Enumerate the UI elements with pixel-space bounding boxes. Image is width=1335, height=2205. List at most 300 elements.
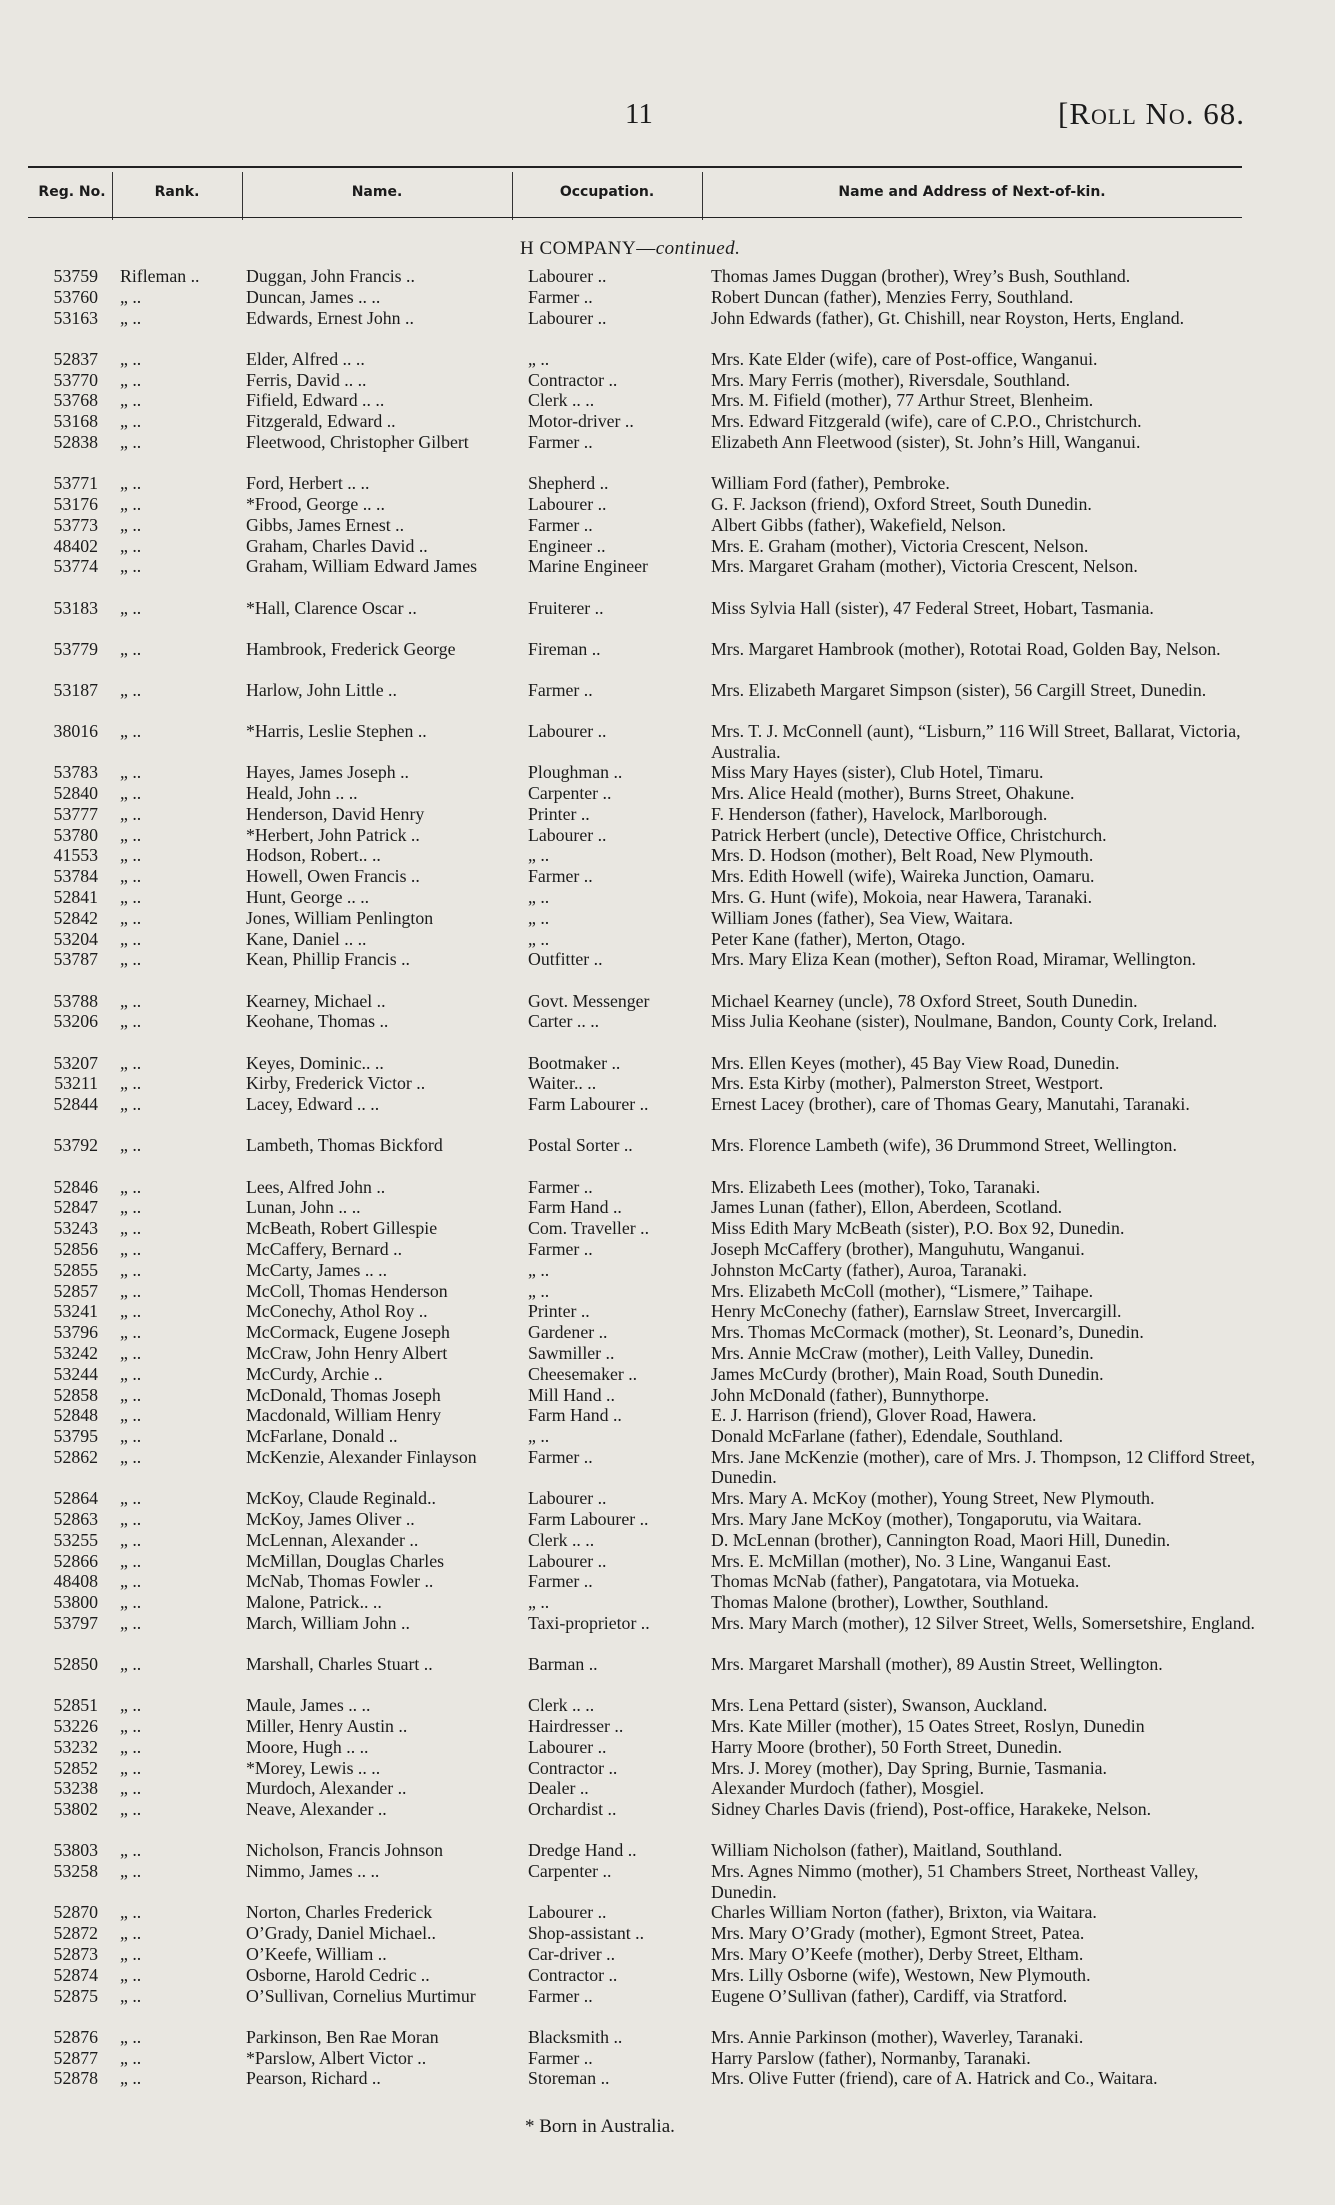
next-of-kin: William Ford (father), Pembroke. (711, 473, 950, 494)
next-of-kin: Mrs. Mary O’Grady (mother), Egmont Street, Patea. (711, 1923, 1085, 1944)
roll-entry-row (0, 1509, 1335, 1530)
reg-no: 53204 (53, 928, 98, 949)
occupation: Printer .. (528, 803, 590, 824)
occupation: Farmer .. (528, 1571, 593, 1592)
next-of-kin: Joseph McCaffery (brother), Manguhutu, Wanganui. (711, 1238, 1085, 1259)
rank: „ .. (120, 679, 142, 700)
soldier-name: Duggan, John Francis .. (246, 266, 415, 286)
reg-no: 53232 (53, 1736, 98, 1757)
next-of-kin: Thomas McNab (father), Pangatotara, via Motueka. (711, 1571, 1080, 1592)
occupation: Mill Hand .. (528, 1384, 615, 1405)
rank: „ .. (120, 1592, 142, 1613)
soldier-name: Gibbs, James Ernest .. (246, 514, 405, 535)
rank: „ .. (120, 1571, 142, 1592)
roll-entry-row (0, 783, 1335, 804)
rank: „ .. (120, 783, 142, 804)
rank: „ .. (120, 1508, 142, 1529)
occupation: Farmer .. (528, 866, 593, 887)
reg-no: 53796 (53, 1322, 98, 1343)
roll-entry-row (0, 1902, 1335, 1923)
reg-no: 53779 (53, 638, 98, 659)
rank: „ .. (120, 535, 142, 556)
reg-no: 53771 (53, 473, 98, 494)
soldier-name: McKoy, James Oliver .. (246, 1508, 415, 1529)
reg-no: 53803 (53, 1840, 98, 1861)
col-header-occupation: Occupation. (559, 184, 655, 200)
next-of-kin: Elizabeth Ann Fleetwood (sister), St. John’s Hill, Wanganui. (711, 431, 1141, 452)
rank: „ .. (120, 1488, 142, 1509)
occupation: Farmer .. (528, 286, 593, 307)
soldier-name: Ferris, David .. .. (246, 369, 367, 390)
next-of-kin: Mrs. Mary O’Keefe (mother), Derby Street, Eltham. (711, 1944, 1084, 1965)
roll-entry-row (0, 308, 1335, 349)
reg-no: 52848 (53, 1405, 98, 1426)
next-of-kin: Johnston McCarty (father), Auroa, Taranaki. (711, 1259, 1027, 1280)
soldier-name: McCarty, James .. .. (246, 1259, 388, 1280)
next-of-kin: Mrs. M. Fifield (mother), 77 Arthur Street, Blenheim. (711, 390, 1094, 411)
roll-entry-row (0, 762, 1335, 783)
occupation: Motor-driver .. (528, 411, 634, 432)
rank: „ .. (120, 493, 142, 514)
occupation: Carpenter .. (528, 1861, 612, 1882)
next-of-kin: Robert Duncan (father), Menzies Ferry, Southland. (711, 286, 1074, 307)
occupation: Labourer .. (528, 1736, 607, 1757)
roll-entry-row (0, 1592, 1335, 1613)
occupation: Labourer .. (528, 721, 607, 742)
rank: „ .. (120, 1426, 142, 1447)
roll-entry-row (0, 1322, 1335, 1343)
next-of-kin: Mrs. Annie Parkinson (mother), Waverley, Taranaki. (711, 2026, 1084, 2047)
occupation: Contractor .. (528, 1757, 618, 1778)
soldier-name: McCraw, John Henry Albert (246, 1342, 448, 1363)
soldier-name: Hodson, Robert.. .. (246, 845, 381, 866)
soldier-name: Hambrook, Frederick George (246, 638, 456, 659)
roll-title (1058, 96, 1245, 132)
soldier-name: Lunan, John .. .. (246, 1197, 361, 1218)
rank: „ .. (120, 887, 142, 908)
soldier-name: Edwards, Ernest John .. (246, 307, 414, 328)
reg-no: 52864 (53, 1488, 98, 1509)
next-of-kin: Harry Moore (brother), 50 Forth Street, Dunedin. (711, 1736, 1063, 1757)
roll-entry-row (0, 1385, 1335, 1406)
reg-no: 52837 (53, 348, 98, 369)
next-of-kin: Mrs. Elizabeth Margaret Simpson (sister), 56 Cargill Street, Dunedin. (711, 679, 1207, 700)
reg-no: 53163 (53, 307, 98, 328)
roll-entry-row (0, 887, 1335, 908)
next-of-kin: Patrick Herbert (uncle), Detective Office, Christchurch. (711, 824, 1107, 845)
roll-entry-row (0, 1861, 1335, 1902)
next-of-kin: William Jones (father), Sea View, Waitara. (711, 907, 1014, 928)
occupation: Labourer .. (528, 493, 607, 514)
soldier-name: McFarlane, Donald .. (246, 1426, 398, 1447)
soldier-name: McNab, Thomas Fowler .. (246, 1571, 434, 1592)
next-of-kin: Thomas Malone (brother), Lowther, Southland. (711, 1592, 1049, 1613)
rank: „ .. (120, 1840, 142, 1861)
rank: „ .. (120, 556, 142, 577)
soldier-name: O’Grady, Daniel Michael.. (246, 1923, 436, 1944)
soldier-name: Osborne, Harold Cedric .. (246, 1964, 430, 1985)
roll-entry-row (0, 929, 1335, 950)
occupation: Car-driver .. (528, 1944, 616, 1965)
reg-no: 53768 (53, 390, 98, 411)
soldier-name: Lees, Alfred John .. (246, 1176, 386, 1197)
roll-entry-row (0, 1613, 1335, 1654)
next-of-kin: Mrs. Mary Jane McKoy (mother), Tongaporutu, via Waitara. (711, 1508, 1142, 1529)
soldier-name: McCurdy, Archie .. (246, 1363, 383, 1384)
rank: „ .. (120, 1923, 142, 1944)
next-of-kin: James Lunan (father), Ellon, Aberdeen, Scotland. (711, 1197, 1063, 1218)
rank: „ .. (120, 1529, 142, 1550)
roll-entry-row (0, 1094, 1335, 1135)
rank: „ .. (120, 907, 142, 928)
occupation: Waiter.. .. (528, 1073, 597, 1094)
rank: „ .. (120, 2026, 142, 2047)
soldier-name: McCaffery, Bernard .. (246, 1238, 403, 1259)
rank: „ .. (120, 1964, 142, 1985)
next-of-kin: Charles William Norton (father), Brixton, via Waitara. (711, 1902, 1097, 1923)
reg-no: 52852 (53, 1757, 98, 1778)
next-of-kin: Mrs. Mary Eliza Kean (mother), Sefton Road, Miramar, Wellington. (711, 949, 1196, 970)
reg-no: 53241 (53, 1301, 98, 1322)
roll-entry-row (0, 1695, 1335, 1716)
reg-no: 53773 (53, 514, 98, 535)
soldier-name: Miller, Henry Austin .. (246, 1716, 408, 1737)
next-of-kin: William Nicholson (father), Maitland, Southland. (711, 1840, 1063, 1861)
roll-entry-row (0, 556, 1335, 597)
reg-no: 52875 (53, 1985, 98, 2006)
occupation: „ .. (528, 887, 550, 908)
soldier-name: Marshall, Charles Stuart .. (246, 1654, 433, 1675)
soldier-name: McLennan, Alexander .. (246, 1529, 419, 1550)
reg-no: 53759 (53, 266, 98, 286)
occupation: „ .. (528, 845, 550, 866)
soldier-name: Elder, Alfred .. .. (246, 348, 365, 369)
next-of-kin: F. Henderson (father), Havelock, Marlborough. (711, 803, 1048, 824)
roll-entry-row (0, 598, 1335, 639)
soldier-name: Norton, Charles Frederick (246, 1902, 433, 1923)
soldier-name: Nicholson, Francis Johnson (246, 1840, 444, 1861)
occupation: Labourer .. (528, 1550, 607, 1571)
reg-no: 52841 (53, 887, 98, 908)
soldier-name: *Harris, Leslie Stephen .. (246, 721, 427, 742)
next-of-kin: Mrs. D. Hodson (mother), Belt Road, New Plymouth. (711, 845, 1094, 866)
roll-entry-row (0, 1737, 1335, 1758)
roll-entry-row (0, 1530, 1335, 1551)
rank: „ .. (120, 949, 142, 970)
soldier-name: *Herbert, John Patrick .. (246, 824, 420, 845)
rank: „ .. (120, 845, 142, 866)
reg-no: 41553 (53, 845, 98, 866)
occupation: Barman .. (528, 1654, 598, 1675)
roll-entry-row (0, 266, 1335, 287)
occupation: Taxi-proprietor .. (528, 1612, 650, 1633)
rank: „ .. (120, 390, 142, 411)
soldier-name: Lambeth, Thomas Bickford (246, 1135, 443, 1156)
reg-no: 53243 (53, 1218, 98, 1239)
soldier-name: *Hall, Clarence Oscar .. (246, 597, 417, 618)
rank: „ .. (120, 1778, 142, 1799)
next-of-kin: Albert Gibbs (father), Wakefield, Nelson. (711, 514, 1006, 535)
soldier-name: McMillan, Douglas Charles (246, 1550, 445, 1571)
occupation: „ .. (528, 348, 550, 369)
occupation: Farmer .. (528, 514, 593, 535)
soldier-name: Pearson, Richard .. (246, 2068, 381, 2089)
roll-entry-row (0, 287, 1335, 308)
occupation: Labourer .. (528, 1488, 607, 1509)
soldier-name: O’Sullivan, Cornelius Murtimur (246, 1985, 476, 2006)
next-of-kin: Eugene O’Sullivan (father), Cardiff, via Stratford. (711, 1985, 1068, 2006)
roll-entry-row (0, 845, 1335, 866)
reg-no: 53187 (53, 679, 98, 700)
next-of-kin: Mrs. Florence Lambeth (wife), 36 Drummond Street, Wellington. (711, 1135, 1177, 1156)
next-of-kin: Mrs. T. J. McConnell (aunt), “Lisburn,” 116 Will Street, Ballarat, Victoria, Australia. (711, 721, 1241, 762)
reg-no: 52878 (53, 2068, 98, 2089)
occupation: Gardener .. (528, 1322, 608, 1343)
occupation: Farmer .. (528, 431, 593, 452)
header-rule-bottom (28, 217, 1242, 218)
reg-no: 52874 (53, 1964, 98, 1985)
rank: „ .. (120, 597, 142, 618)
roll-entry-row (0, 1944, 1335, 1965)
roll-entry-row (0, 949, 1335, 990)
roll-entry-row (0, 1177, 1335, 1198)
next-of-kin: G. F. Jackson (friend), Oxford Street, South Dunedin. (711, 493, 1092, 514)
reg-no: 52838 (53, 431, 98, 452)
soldier-name: McCormack, Eugene Joseph (246, 1322, 450, 1343)
next-of-kin: Mrs. Annie McCraw (mother), Leith Valley, Dunedin. (711, 1342, 1094, 1363)
roll-entry-row (0, 1281, 1335, 1302)
soldier-name: Lacey, Edward .. .. (246, 1094, 380, 1115)
reg-no: 53800 (53, 1592, 98, 1613)
next-of-kin: Mrs. Agnes Nimmo (mother), 51 Chambers Street, Northeast Valley, Dunedin. (711, 1861, 1199, 1902)
occupation: „ .. (528, 928, 550, 949)
rank: „ .. (120, 1405, 142, 1426)
roll-entry-row (0, 1260, 1335, 1281)
roll-entry-row (0, 1799, 1335, 1840)
rank: „ .. (120, 1322, 142, 1343)
next-of-kin: Sidney Charles Davis (friend), Post-office, Harakeke, Nelson. (711, 1799, 1152, 1820)
reg-no: 53788 (53, 990, 98, 1011)
col-header-next-of-kin: Name and Address of Next-of-kin. (838, 184, 1106, 200)
next-of-kin: Ernest Lacey (brother), care of Thomas Geary, Manutahi, Taranaki. (711, 1094, 1190, 1115)
rank: „ .. (120, 473, 142, 494)
next-of-kin: Mrs. Margaret Hambrook (mother), Rototai Road, Golden Bay, Nelson. (711, 638, 1221, 659)
rank: „ .. (120, 1238, 142, 1259)
roll-entry-row (0, 515, 1335, 536)
col-header-reg-no: Reg. No. (38, 184, 106, 200)
next-of-kin: Mrs. Edith Howell (wife), Waireka Junction, Oamaru. (711, 866, 1095, 887)
next-of-kin: Donald McFarlane (father), Edendale, Southland. (711, 1426, 1064, 1447)
reg-no: 52847 (53, 1197, 98, 1218)
next-of-kin: Henry McConechy (father), Earnslaw Street, Invercargill. (711, 1301, 1122, 1322)
soldier-name: McColl, Thomas Henderson (246, 1280, 448, 1301)
occupation: Outfitter .. (528, 949, 603, 970)
rank: „ .. (120, 1654, 142, 1675)
next-of-kin: Mrs. Olive Futter (friend), care of A. Hatrick and Co., Waitara. (711, 2068, 1158, 2089)
next-of-kin: Mrs. Ellen Keyes (mother), 45 Bay View Road, Dunedin. (711, 1052, 1120, 1073)
occupation: Clerk .. .. (528, 390, 595, 411)
reg-no: 52851 (53, 1695, 98, 1716)
roll-entry-row (0, 1053, 1335, 1074)
roll-entry-row (0, 370, 1335, 391)
rank: „ .. (120, 1363, 142, 1384)
roll-entry-row (0, 639, 1335, 680)
roll-entry-row (0, 2027, 1335, 2048)
next-of-kin: Mrs. E. Graham (mother), Victoria Crescent, Nelson. (711, 535, 1089, 556)
reg-no: 52863 (53, 1508, 98, 1529)
soldier-name: Macdonald, William Henry (246, 1405, 441, 1426)
reg-no: 52873 (53, 1944, 98, 1965)
roll-entry-row (0, 1197, 1335, 1218)
occupation: Storeman .. (528, 2068, 610, 2089)
soldier-name: Duncan, James .. .. (246, 286, 381, 307)
soldier-name: Ford, Herbert .. .. (246, 473, 370, 494)
next-of-kin: Michael Kearney (uncle), 78 Oxford Street, South Dunedin. (711, 990, 1138, 1011)
reg-no: 52855 (53, 1259, 98, 1280)
occupation: Fireman .. (528, 638, 601, 659)
soldier-name: McDonald, Thomas Joseph (246, 1384, 441, 1405)
roll-entry-row (0, 2068, 1335, 2109)
next-of-kin: Mrs. Elizabeth McColl (mother), “Lismere,” Taihape. (711, 1280, 1094, 1301)
soldier-name: *Parslow, Albert Victor .. (246, 2047, 427, 2068)
next-of-kin: Mrs. Kate Elder (wife), care of Post-office, Wanganui. (711, 348, 1098, 369)
next-of-kin: Mrs. Lena Pettard (sister), Swanson, Auckland. (711, 1695, 1048, 1716)
next-of-kin: Mrs. G. Hunt (wife), Mokoia, near Hawera, Taranaki. (711, 887, 1093, 908)
occupation: Marine Engineer (528, 556, 648, 577)
rank: „ .. (120, 638, 142, 659)
occupation: Farm Hand .. (528, 1405, 622, 1426)
occupation: Bootmaker .. (528, 1052, 621, 1073)
occupation: Printer .. (528, 1301, 590, 1322)
next-of-kin: Mrs. Kate Miller (mother), 15 Oates Street, Roslyn, Dunedin (711, 1716, 1145, 1737)
soldier-name: Fleetwood, Christopher Gilbert (246, 431, 469, 452)
occupation: Labourer .. (528, 824, 607, 845)
next-of-kin: Alexander Murdoch (father), Mosgiel. (711, 1778, 985, 1799)
occupation: Clerk .. .. (528, 1695, 595, 1716)
reg-no: 53787 (53, 949, 98, 970)
occupation: Farmer .. (528, 2047, 593, 2068)
occupation: Shop-assistant .. (528, 1923, 645, 1944)
occupation: Farmer .. (528, 1985, 593, 2006)
rank: „ .. (120, 824, 142, 845)
soldier-name: Graham, William Edward James (246, 556, 478, 577)
reg-no: 53211 (54, 1073, 98, 1094)
occupation: Postal Sorter .. (528, 1135, 633, 1156)
rank: „ .. (120, 1550, 142, 1571)
reg-no: 53797 (53, 1612, 98, 1633)
roll-entry-row (0, 1218, 1335, 1239)
soldier-name: Keyes, Dominic.. .. (246, 1052, 384, 1073)
rank: „ .. (120, 286, 142, 307)
occupation: Clerk .. .. (528, 1529, 595, 1550)
occupation: „ .. (528, 1259, 550, 1280)
occupation: Sawmiller .. (528, 1342, 615, 1363)
next-of-kin: Mrs. Alice Heald (mother), Burns Street, Ohakune. (711, 783, 1075, 804)
reg-no: 53780 (53, 824, 98, 845)
soldier-name: McKenzie, Alexander Finlayson (246, 1446, 477, 1467)
next-of-kin: Mrs. Edward Fitzgerald (wife), care of C.P.O., Christchurch. (711, 411, 1142, 432)
next-of-kin: Thomas James Duggan (brother), Wrey’s Bush, Southland. (711, 266, 1131, 286)
rank: „ .. (120, 990, 142, 1011)
rank: „ .. (120, 866, 142, 887)
next-of-kin: Harry Parslow (father), Normanby, Taranaki. (711, 2047, 1031, 2068)
occupation: Fruiterer .. (528, 597, 604, 618)
rank: „ .. (120, 1985, 142, 2006)
reg-no: 53792 (53, 1135, 98, 1156)
rank: „ .. (120, 369, 142, 390)
rank: „ .. (120, 1446, 142, 1467)
occupation: Contractor .. (528, 1964, 618, 1985)
occupation: Engineer .. (528, 535, 606, 556)
occupation: Contractor .. (528, 369, 618, 390)
rank: „ .. (120, 1011, 142, 1032)
company-name: H COMPANY— (520, 238, 656, 259)
occupation: Govt. Messenger (528, 990, 650, 1011)
roll-entry-row (0, 1986, 1335, 2027)
roll-entry-row (0, 536, 1335, 557)
roll-entry-row (0, 1654, 1335, 1695)
soldier-name: Neave, Alexander .. (246, 1799, 387, 1820)
rank: „ .. (120, 411, 142, 432)
rank: „ .. (120, 928, 142, 949)
reg-no: 52858 (53, 1384, 98, 1405)
reg-no: 53774 (53, 556, 98, 577)
roll-entry-row (0, 1426, 1335, 1447)
occupation: Com. Traveller .. (528, 1218, 650, 1239)
roll-entries (0, 266, 1335, 2110)
rank: „ .. (120, 1384, 142, 1405)
rank: „ .. (120, 514, 142, 535)
occupation: Farm Hand .. (528, 1197, 622, 1218)
next-of-kin: Miss Sylvia Hall (sister), 47 Federal Street, Hobart, Tasmania. (711, 597, 1154, 618)
reg-no: 52862 (53, 1446, 98, 1467)
rank: Rifleman .. (120, 266, 200, 286)
rank: „ .. (120, 1695, 142, 1716)
rank: „ .. (120, 2068, 142, 2089)
roll-entry-row (0, 494, 1335, 515)
reg-no: 52842 (53, 907, 98, 928)
rank: „ .. (120, 1716, 142, 1737)
rank: „ .. (120, 1052, 142, 1073)
roll-entry-row (0, 1011, 1335, 1052)
reg-no: 53206 (53, 1011, 98, 1032)
company-suffix: continued. (655, 238, 741, 259)
rank: „ .. (120, 762, 142, 783)
rank: „ .. (120, 431, 142, 452)
roll-entry-row (0, 1716, 1335, 1737)
rank: „ .. (120, 1135, 142, 1156)
roll-entry-row (0, 1239, 1335, 1260)
col-header-rank: Rank. (154, 184, 200, 200)
roll-entry-row (0, 1301, 1335, 1322)
next-of-kin: John Edwards (father), Gt. Chishill, near Royston, Herts, England. (711, 307, 1185, 328)
occupation: Hairdresser .. (528, 1716, 624, 1737)
roll-entry-row (0, 1488, 1335, 1509)
next-of-kin: Miss Mary Hayes (sister), Club Hotel, Timaru. (711, 762, 1044, 783)
roll-entry-row (0, 1551, 1335, 1572)
reg-no: 52856 (53, 1238, 98, 1259)
occupation: Shepherd .. (528, 473, 609, 494)
rank: „ .. (120, 803, 142, 824)
next-of-kin: Mrs. J. Morey (mother), Day Spring, Burnie, Tasmania. (711, 1757, 1107, 1778)
soldier-name: Malone, Patrick.. .. (246, 1592, 382, 1613)
page-number: 11 (625, 98, 653, 130)
rank: „ .. (120, 1799, 142, 1820)
reg-no: 53784 (53, 866, 98, 887)
soldier-name: Keohane, Thomas .. (246, 1011, 389, 1032)
rank: „ .. (120, 2047, 142, 2068)
next-of-kin: James McCurdy (brother), Main Road, South Dunedin. (711, 1363, 1104, 1384)
